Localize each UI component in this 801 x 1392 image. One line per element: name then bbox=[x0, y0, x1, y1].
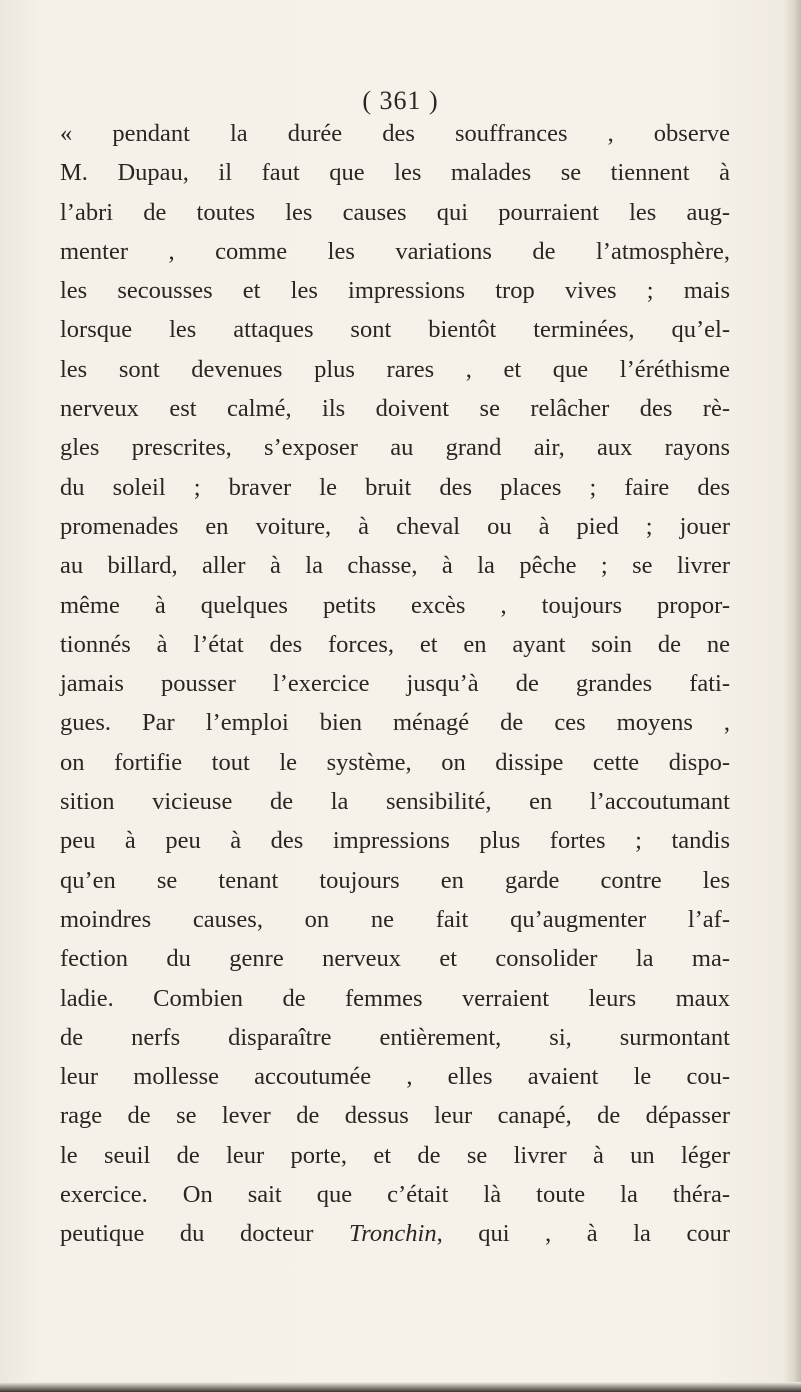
text-line-last bbox=[60, 1214, 730, 1253]
text-line: du soleil ; braver le bruit des places ; faire des bbox=[60, 473, 730, 501]
page-number: ( 361 ) bbox=[362, 86, 439, 115]
body-text bbox=[60, 114, 730, 1254]
text-line: menter , comme les variations de l’atmosphère, bbox=[60, 237, 730, 265]
text-line: M. Dupau, il faut que les malades se tiennent à bbox=[60, 159, 730, 187]
text-line: peu à peu à des impressions plus fortes ; tandis bbox=[60, 827, 730, 855]
text-line: qu’en se tenant toujours en garde contre les bbox=[60, 866, 730, 894]
text-line: le seuil de leur porte, et de se livrer à un léger bbox=[60, 1141, 730, 1169]
text-line: ladie. Combien de femmes verraient leurs maux bbox=[60, 984, 730, 1012]
text-line: promenades en voiture, à cheval ou à pied ; jouer bbox=[60, 512, 730, 540]
text-line: au billard, aller à la chasse, à la pêche ; se livrer bbox=[60, 552, 730, 580]
page-edge-shadow bbox=[783, 0, 801, 1392]
text-line: tionnés à l’état des forces, et en ayant soin de ne bbox=[60, 630, 730, 658]
text-line: leur mollesse accoutumée , elles avaient le cou- bbox=[60, 1063, 730, 1091]
text-line: on fortifie tout le système, on dissipe cette dispo- bbox=[60, 748, 730, 776]
text-line: rage de se lever de dessus leur canapé, de dépasser bbox=[60, 1102, 730, 1130]
page-bottom-edge bbox=[0, 1382, 801, 1392]
italic-name: Tronchin bbox=[349, 1220, 437, 1248]
text-line: fection du genre nerveux et consolider la ma- bbox=[60, 945, 730, 973]
text-line: même à quelques petits excès , toujours propor- bbox=[60, 591, 730, 619]
text-line: les secousses et les impressions trop vives ; mais bbox=[60, 277, 730, 305]
text-line: sition vicieuse de la sensibilité, en l’accoutumant bbox=[60, 788, 730, 816]
text-line: « pendant la durée des souffrances , observe bbox=[60, 120, 730, 147]
text-line: l’abri de toutes les causes qui pourraient les aug- bbox=[60, 198, 730, 226]
text-segment: peutique du docteur bbox=[60, 1220, 349, 1248]
text-line: gues. Par l’emploi bien ménagé de ces moyens , bbox=[60, 709, 730, 737]
text-line: exercice. On sait que c’était là toute la théra- bbox=[60, 1181, 730, 1209]
text-line: les sont devenues plus rares , et que l’éréthisme bbox=[60, 355, 730, 383]
text-line: moindres causes, on ne fait qu’augmenter l’af- bbox=[60, 905, 730, 933]
text-line: nerveux est calmé, ils doivent se relâcher des rè- bbox=[60, 395, 730, 423]
text-segment: , qui , à la cour bbox=[436, 1220, 731, 1248]
text-line: lorsque les attaques sont bientôt terminées, qu’el- bbox=[60, 316, 730, 344]
text-line: jamais pousser l’exercice jusqu’à de grandes fati- bbox=[60, 670, 730, 698]
text-line: de nerfs disparaître entièrement, si, surmontant bbox=[60, 1023, 730, 1051]
text-line: gles prescrites, s’exposer au grand air, aux rayons bbox=[60, 434, 730, 462]
